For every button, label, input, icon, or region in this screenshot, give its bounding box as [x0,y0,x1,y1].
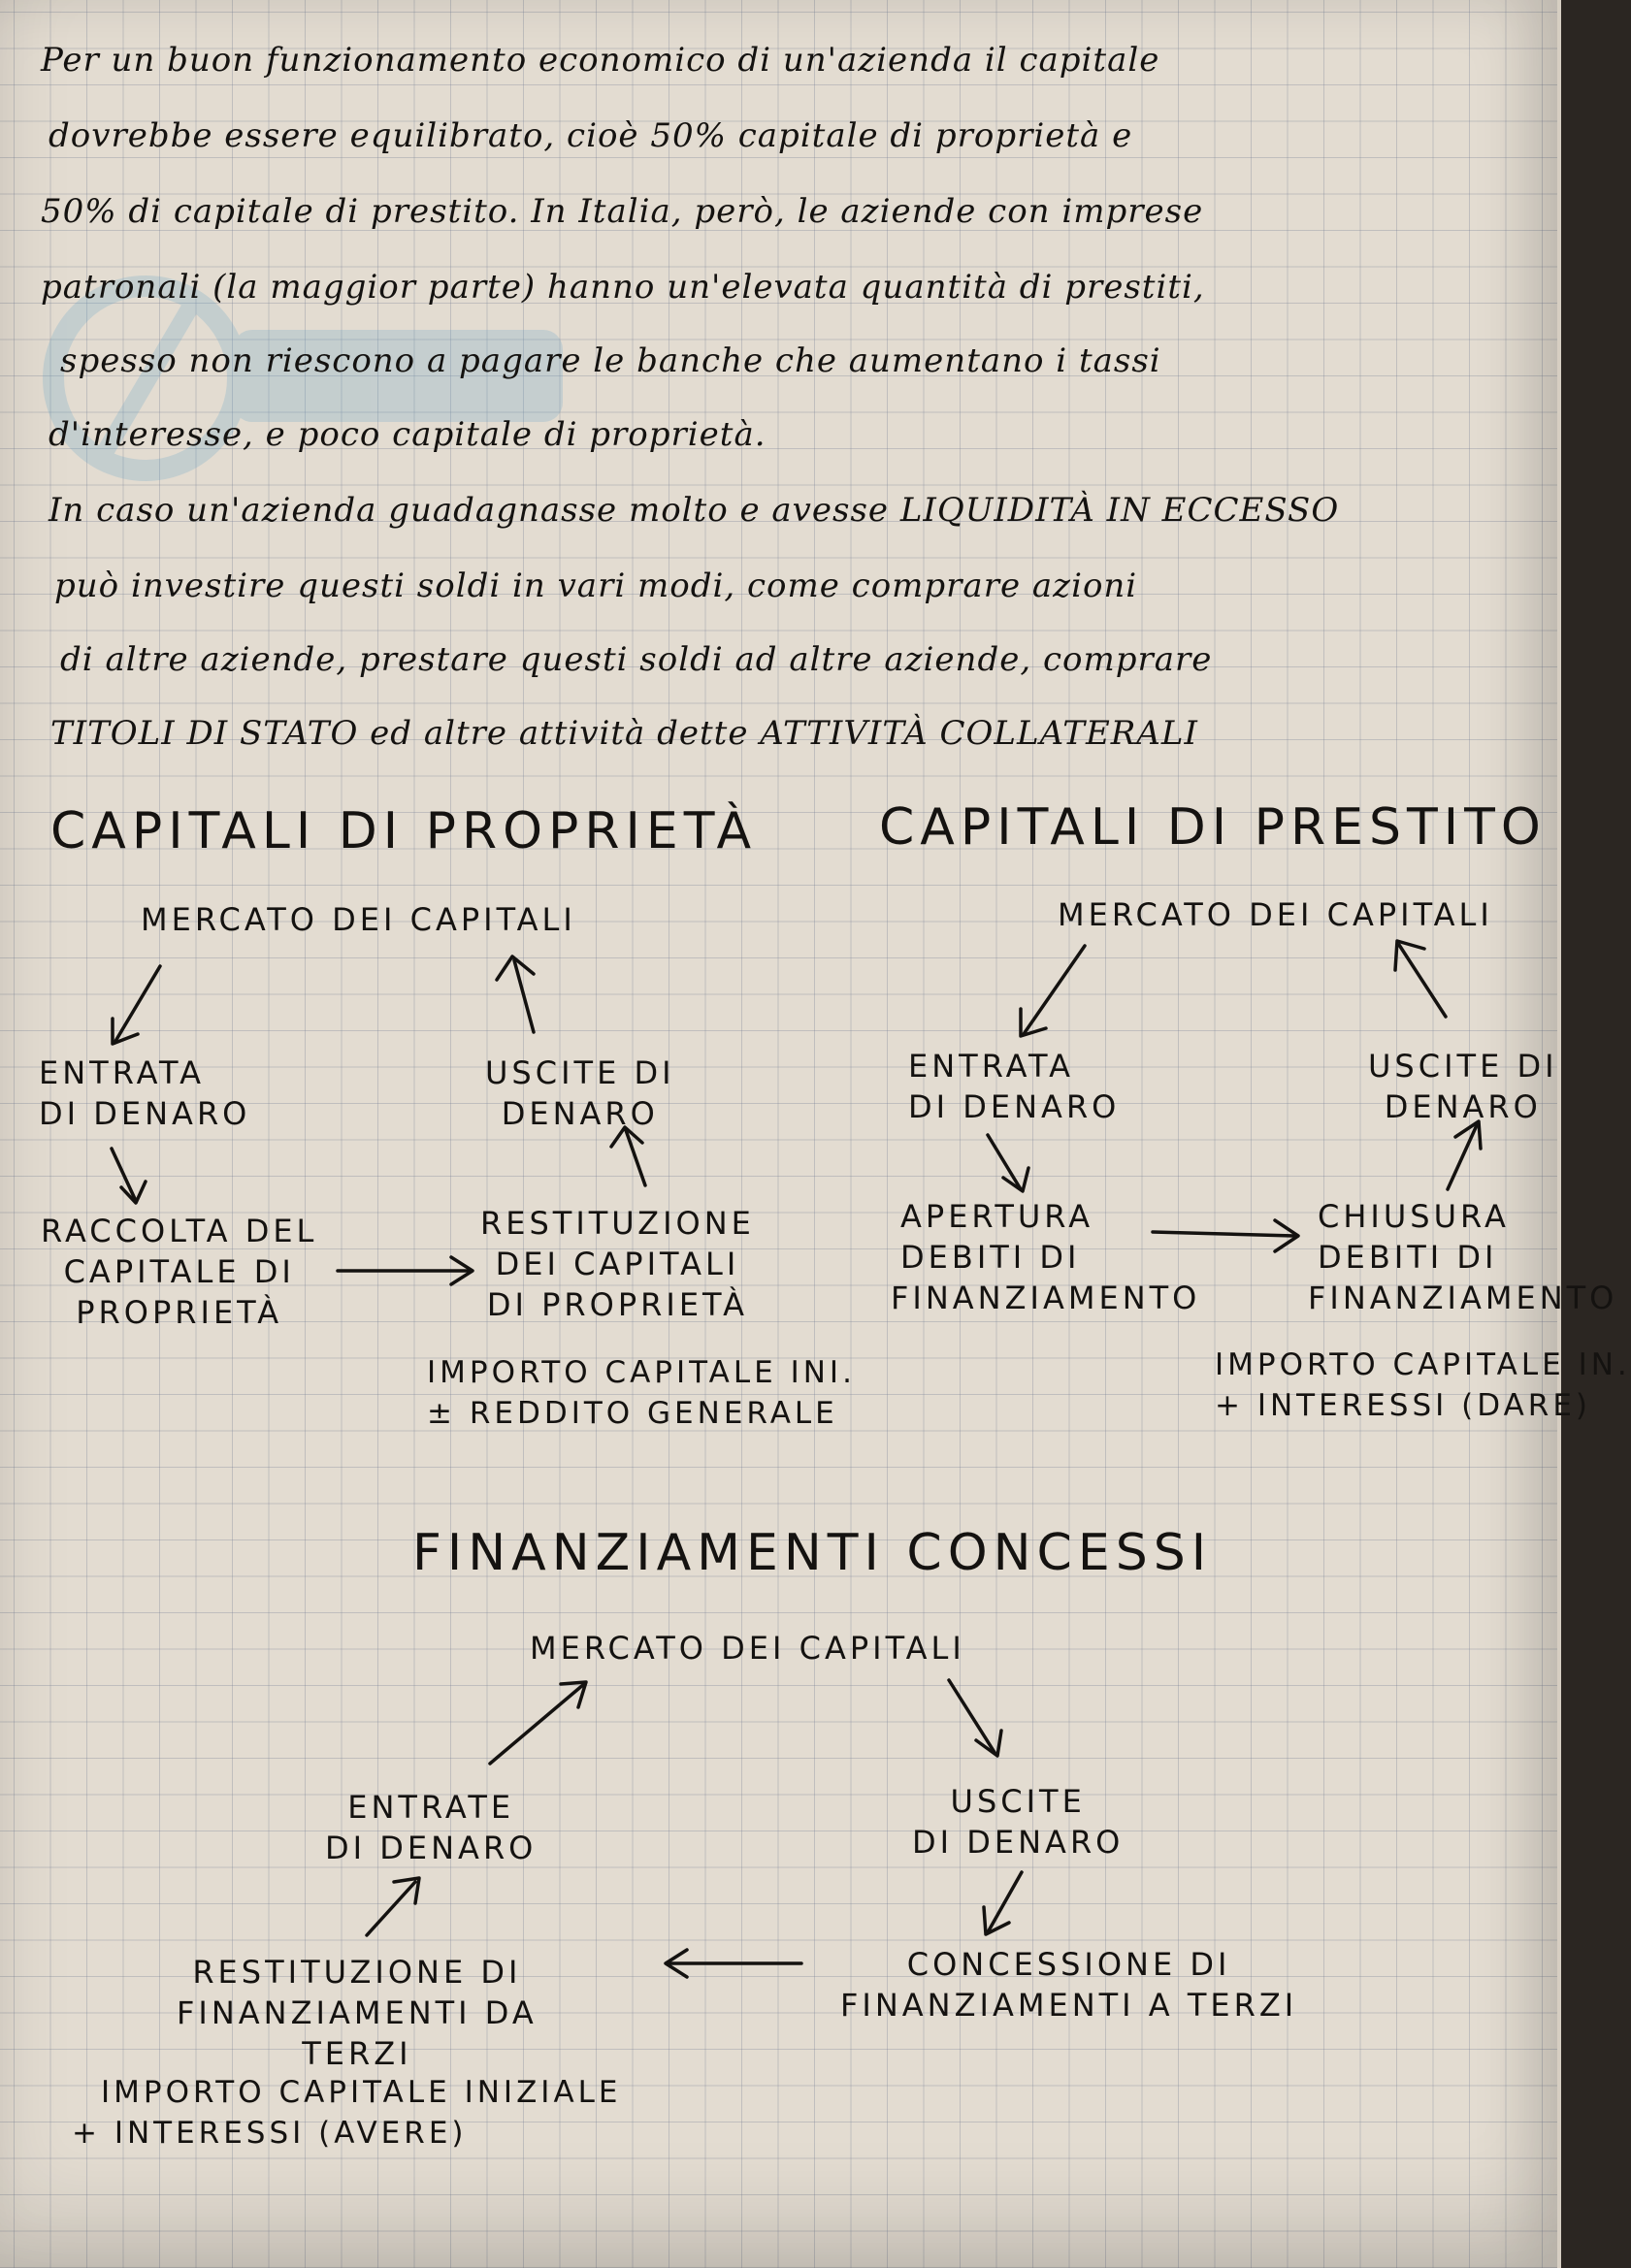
arrow-finanziamenti-entrate-to-market [490,1682,586,1764]
paragraph-line-9: di altre aziende, prestare questi soldi ad altre aziende, comprare [60,640,1213,679]
arrow-prestito-entrata-to-apertura [988,1135,1028,1191]
proprieta-entrata: ENTRATA DI DENARO [39,1054,251,1132]
paragraph-line-6: d'interesse, e poco capitale di proprietà. [49,415,767,454]
arrow-proprieta-market-to-entrata [113,966,160,1044]
title-capitali-prestito: CAPITALI DI PRESTITO [879,798,1547,857]
arrow-finanziamenti-concessione-to-restituzione [666,1950,801,1977]
proprieta-restituzione: RESTITUZIONE DEI CAPITALI DI PROPRIETÀ [480,1205,755,1323]
finanziamenti-market: MERCATO DEI CAPITALI [530,1630,965,1667]
prestito-market: MERCATO DEI CAPITALI [1058,896,1493,933]
arrow-proprieta-restituzione-to-uscite [611,1127,645,1185]
paragraph-line-7: In caso un'azienda guadagnasse molto e avesse LIQUIDITÀ IN ECCESSO [49,491,1340,530]
arrow-prestito-apertura-to-chiusura [1153,1220,1298,1251]
proprieta-note: IMPORTO CAPITALE INI. ± REDDITO GENERALE [427,1355,856,1431]
prestito-apertura: APERTURA DEBITI DI FINANZIAMENTO [891,1198,1201,1316]
finanziamenti-uscite: USCITE DI DENARO [912,1783,1125,1861]
arrow-proprieta-uscite-to-market [497,956,534,1032]
arrow-finanziamenti-uscite-to-concessione [984,1872,1022,1934]
finanziamenti-restituzione: RESTITUZIONE DI FINANZIAMENTI DA TERZI [177,1954,538,2072]
paragraph-line-3: 50% di capitale di prestito. In Italia, però, le aziende con imprese [41,192,1204,231]
title-finanziamenti-concessi: FINANZIAMENTI CONCESSI [412,1524,1213,1582]
prestito-note: IMPORTO CAPITALE IN. + INTERESSI (DARE) [1215,1347,1631,1423]
paragraph-line-4: patronali (la maggior parte) hanno un'elevata quantità di prestiti, [41,268,1205,307]
paragraph-line-2: dovrebbe essere equilibrato, cioè 50% capitale di proprietà e [49,116,1133,155]
paragraph-line-1: Per un buon funzionamento economico di un'azienda il capitale [41,41,1160,80]
finanziamenti-entrate: ENTRATE DI DENARO [325,1789,538,1866]
arrow-proprieta-entrata-to-raccolta [112,1149,146,1203]
paragraph-line-5: spesso non riescono a pagare le banche che aumentano i tassi [60,341,1161,380]
arrow-prestito-market-to-entrata [1021,946,1085,1036]
prestito-entrata: ENTRATA DI DENARO [908,1048,1121,1125]
paragraph-line-10: TITOLI DI STATO ed altre attività dette ATTIVITÀ COLLATERALI [50,714,1198,753]
paragraph-line-8: può investire questi soldi in vari modi, come comprare azioni [54,567,1138,605]
arrow-proprieta-raccolta-to-restituzione [338,1257,473,1284]
finanziamenti-concessione: CONCESSIONE DI FINANZIAMENTI A TERZI [840,1946,1298,2024]
proprieta-raccolta: RACCOLTA DEL CAPITALE DI PROPRIETÀ [41,1213,318,1331]
arrow-finanziamenti-market-to-uscite [949,1680,1001,1756]
proprieta-market: MERCATO DEI CAPITALI [141,901,576,938]
prestito-chiusura: CHIUSURA DEBITI DI FINANZIAMENTO [1308,1198,1618,1316]
arrow-prestito-chiusura-to-uscite [1448,1121,1481,1189]
arrow-finanziamenti-restituzione-to-entrate [367,1878,419,1935]
proprieta-uscite: USCITE DI DENARO [485,1054,675,1132]
prestito-uscite: USCITE DI DENARO [1368,1048,1558,1125]
title-capitali-proprieta: CAPITALI DI PROPRIETÀ [50,802,758,860]
finanziamenti-note: IMPORTO CAPITALE INIZIALE + INTERESSI (AVERE) [72,2075,622,2151]
arrow-prestito-uscite-to-market [1395,941,1446,1017]
